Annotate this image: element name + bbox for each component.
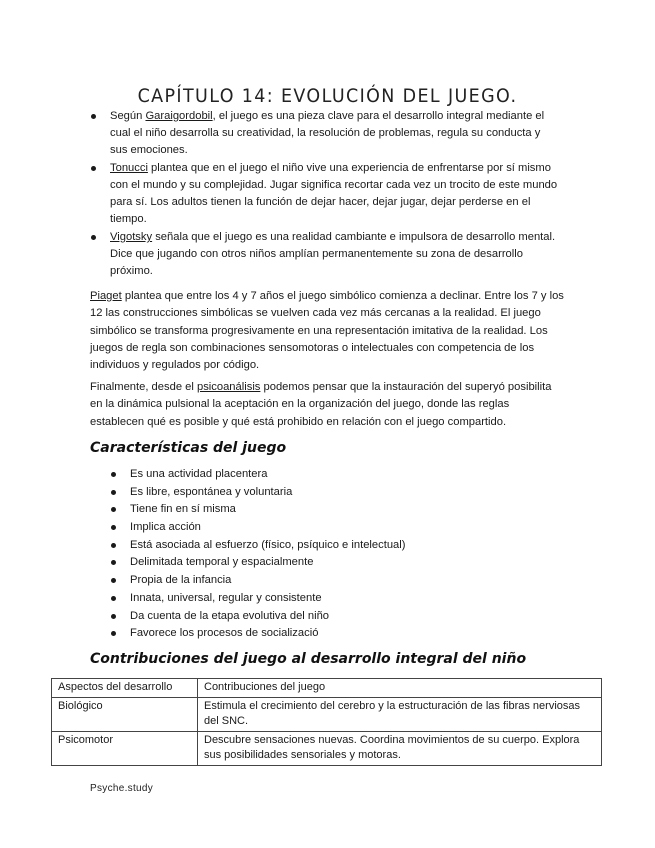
psychoanalysis-paragraph: Finalmente, desde el psicoanálisis podemos pensar que la instauración del superyó posibilita en la dinámica pulsional la aceptación en la organización del juego, donde las reglas establecen qué es posible y qué está prohibido en relación con el juego compartido. <box>90 381 552 428</box>
table-row <box>52 731 602 765</box>
author-name: Tonucci <box>110 162 148 174</box>
contributions-heading: Contribuciones del juego al desarrollo integral del niño <box>90 651 527 667</box>
term-psicoanalisis: psicoanálisis <box>196 381 261 393</box>
author-name: Vigotsky <box>110 231 153 243</box>
table-cell: Descubre sensaciones nuevas. Coordina movimientos de su cuerpo. Explora sus posibilidades sensoriales y motoras. <box>198 731 602 765</box>
list-item: Es una actividad placentera <box>130 466 550 484</box>
page-title: CAPÍTULO 14: EVOLUCIÓN DEL JUEGO. <box>137 84 518 107</box>
list-item: Vigotsky señala que el juego es una realidad cambiante e impulsora de desarrollo mental. Dice que jugando con otros niños amplían permanentemente su zona de desarrollo próximo. <box>110 229 560 280</box>
list-item: Tiene fin en sí misma <box>130 501 550 519</box>
contributions-table <box>51 678 602 766</box>
table-cell: Biológico <box>52 697 198 731</box>
characteristics-heading: Características del juego <box>90 440 287 456</box>
list-item: Según Garaigordobil, el juego es una pieza clave para el desarrollo integral mediante el cual el niño desarrolla su creatividad, la resolución de problemas, regula su conducta y sus emociones. <box>110 108 560 159</box>
author-name: Piaget <box>90 290 122 302</box>
table-cell: Psicomotor <box>52 731 198 765</box>
table-header-cell: Aspectos del desarrollo <box>52 679 198 698</box>
list-item: Es libre, espontánea y voluntaria <box>130 484 550 502</box>
list-item: Está asociada al esfuerzo (físico, psíquico e intelectual) <box>130 537 550 555</box>
characteristics-list <box>130 466 550 643</box>
authors-list <box>110 108 560 280</box>
table-row <box>52 697 602 731</box>
list-item: Favorece los procesos de socializació <box>130 625 550 643</box>
list-item: Delimitada temporal y espacialmente <box>130 554 550 572</box>
list-item: Tonucci plantea que en el juego el niño vive una experiencia de enfrentarse por sí mismo con el mundo y su complejidad. Jugar significa recortar cada vez un trocito de este mundo para sí. Los adultos tienen la función de dejar hacer, dejar jugar, dejar perderse en el tiempo. <box>110 160 560 228</box>
list-item: Innata, universal, regular y consistente <box>130 590 550 608</box>
piaget-paragraph: Piaget plantea que entre los 4 y 7 años el juego simbólico comienza a declinar. Entre los 7 y los 12 las construcciones simbólicas se vuelven cada vez más cercanas a la realidad. El juego simbólico se transforma progresivamente en una representación imitativa de la realidad. Los juegos de regla son combinaciones sensomotoras o intelectuales con competencia de los individuos y regulados por código. <box>90 290 564 372</box>
list-item: Da cuenta de la etapa evolutiva del niño <box>130 608 550 626</box>
author-name: Garaigordobil <box>145 110 213 122</box>
table-cell: Estimula el crecimiento del cerebro y la estructuración de las fibras nerviosas del SNC. <box>198 697 602 731</box>
list-item: Implica acción <box>130 519 550 537</box>
table-header-cell: Contribuciones del juego <box>198 679 602 698</box>
table-header-row <box>52 679 602 698</box>
footer-text: Psyche.study <box>90 783 154 794</box>
list-item: Propia de la infancia <box>130 572 550 590</box>
